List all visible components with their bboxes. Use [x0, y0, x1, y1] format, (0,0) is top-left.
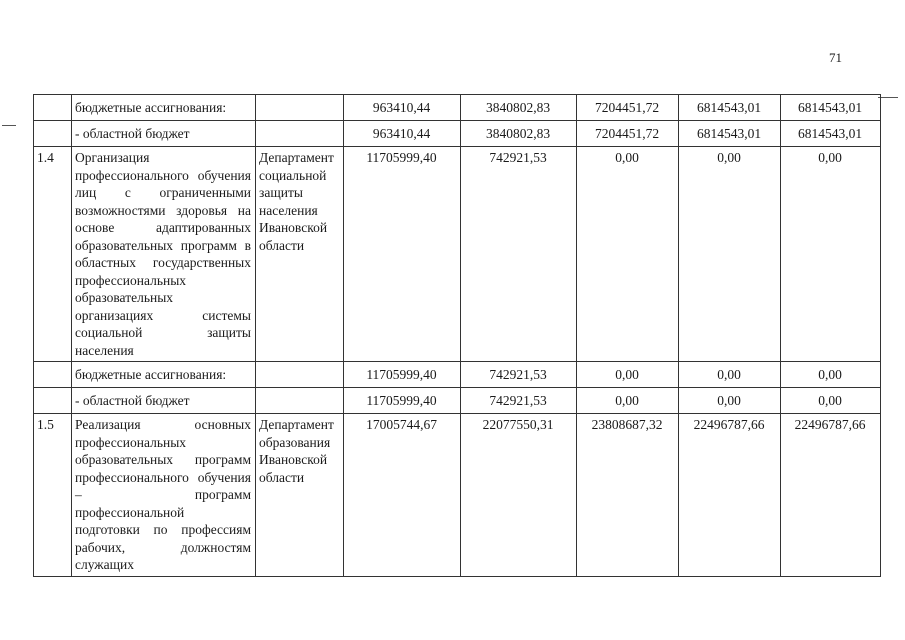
table-row	[34, 362, 881, 388]
value-cell: 22496787,66	[781, 414, 881, 577]
value-cell: 0,00	[679, 362, 781, 388]
value-cell: 6814543,01	[781, 121, 881, 147]
value-cell: 0,00	[781, 362, 881, 388]
margin-mark-right	[878, 97, 898, 98]
row-number	[34, 121, 72, 147]
value-cell: 6814543,01	[679, 121, 781, 147]
row-description: - областной бюджет	[72, 121, 256, 147]
row-description: бюджетные ассигнования:	[72, 95, 256, 121]
value-cell: 742921,53	[461, 362, 577, 388]
value-cell: 6814543,01	[679, 95, 781, 121]
value-cell: 11705999,40	[344, 147, 461, 362]
value-cell: 22496787,66	[679, 414, 781, 577]
row-number	[34, 388, 72, 414]
value-cell: 23808687,32	[577, 414, 679, 577]
row-department	[256, 95, 344, 121]
budget-table	[33, 94, 881, 577]
row-description: Организация профессионального обучения лиц с ограниченными возможностями здоровья на основе адаптированных образовательных программ в областных государственных профессиональных образовательных организациях системы социальной защиты населения	[72, 147, 256, 362]
value-cell: 0,00	[577, 147, 679, 362]
table-row	[34, 95, 881, 121]
row-department	[256, 121, 344, 147]
value-cell: 0,00	[577, 388, 679, 414]
margin-mark-left	[2, 125, 16, 126]
value-cell: 742921,53	[461, 147, 577, 362]
row-description: - областной бюджет	[72, 388, 256, 414]
value-cell: 11705999,40	[344, 362, 461, 388]
row-department	[256, 362, 344, 388]
value-cell: 17005744,67	[344, 414, 461, 577]
value-cell: 0,00	[679, 147, 781, 362]
value-cell: 742921,53	[461, 388, 577, 414]
table-row	[34, 121, 881, 147]
value-cell: 22077550,31	[461, 414, 577, 577]
page-number: 71	[829, 50, 842, 65]
row-description: бюджетные ассигнования:	[72, 362, 256, 388]
row-number	[34, 95, 72, 121]
value-cell: 6814543,01	[781, 95, 881, 121]
value-cell: 11705999,40	[344, 388, 461, 414]
value-cell: 3840802,83	[461, 95, 577, 121]
table-row	[34, 147, 881, 362]
row-department: Департамент социальной защиты населения Ивановской области	[256, 147, 344, 362]
value-cell: 0,00	[781, 147, 881, 362]
value-cell: 7204451,72	[577, 95, 679, 121]
table-row	[34, 414, 881, 577]
table-row	[34, 388, 881, 414]
value-cell: 3840802,83	[461, 121, 577, 147]
row-department	[256, 388, 344, 414]
row-number: 1.4	[34, 147, 72, 362]
row-description: Реализация основных профессиональных образовательных программ профессионального обучения – программ профессиональной подготовки по профессиям рабочих, должностям служащих	[72, 414, 256, 577]
row-department: Департамент образования Ивановской области	[256, 414, 344, 577]
value-cell: 963410,44	[344, 95, 461, 121]
value-cell: 0,00	[781, 388, 881, 414]
row-number	[34, 362, 72, 388]
value-cell: 963410,44	[344, 121, 461, 147]
value-cell: 7204451,72	[577, 121, 679, 147]
value-cell: 0,00	[679, 388, 781, 414]
row-number: 1.5	[34, 414, 72, 577]
value-cell: 0,00	[577, 362, 679, 388]
